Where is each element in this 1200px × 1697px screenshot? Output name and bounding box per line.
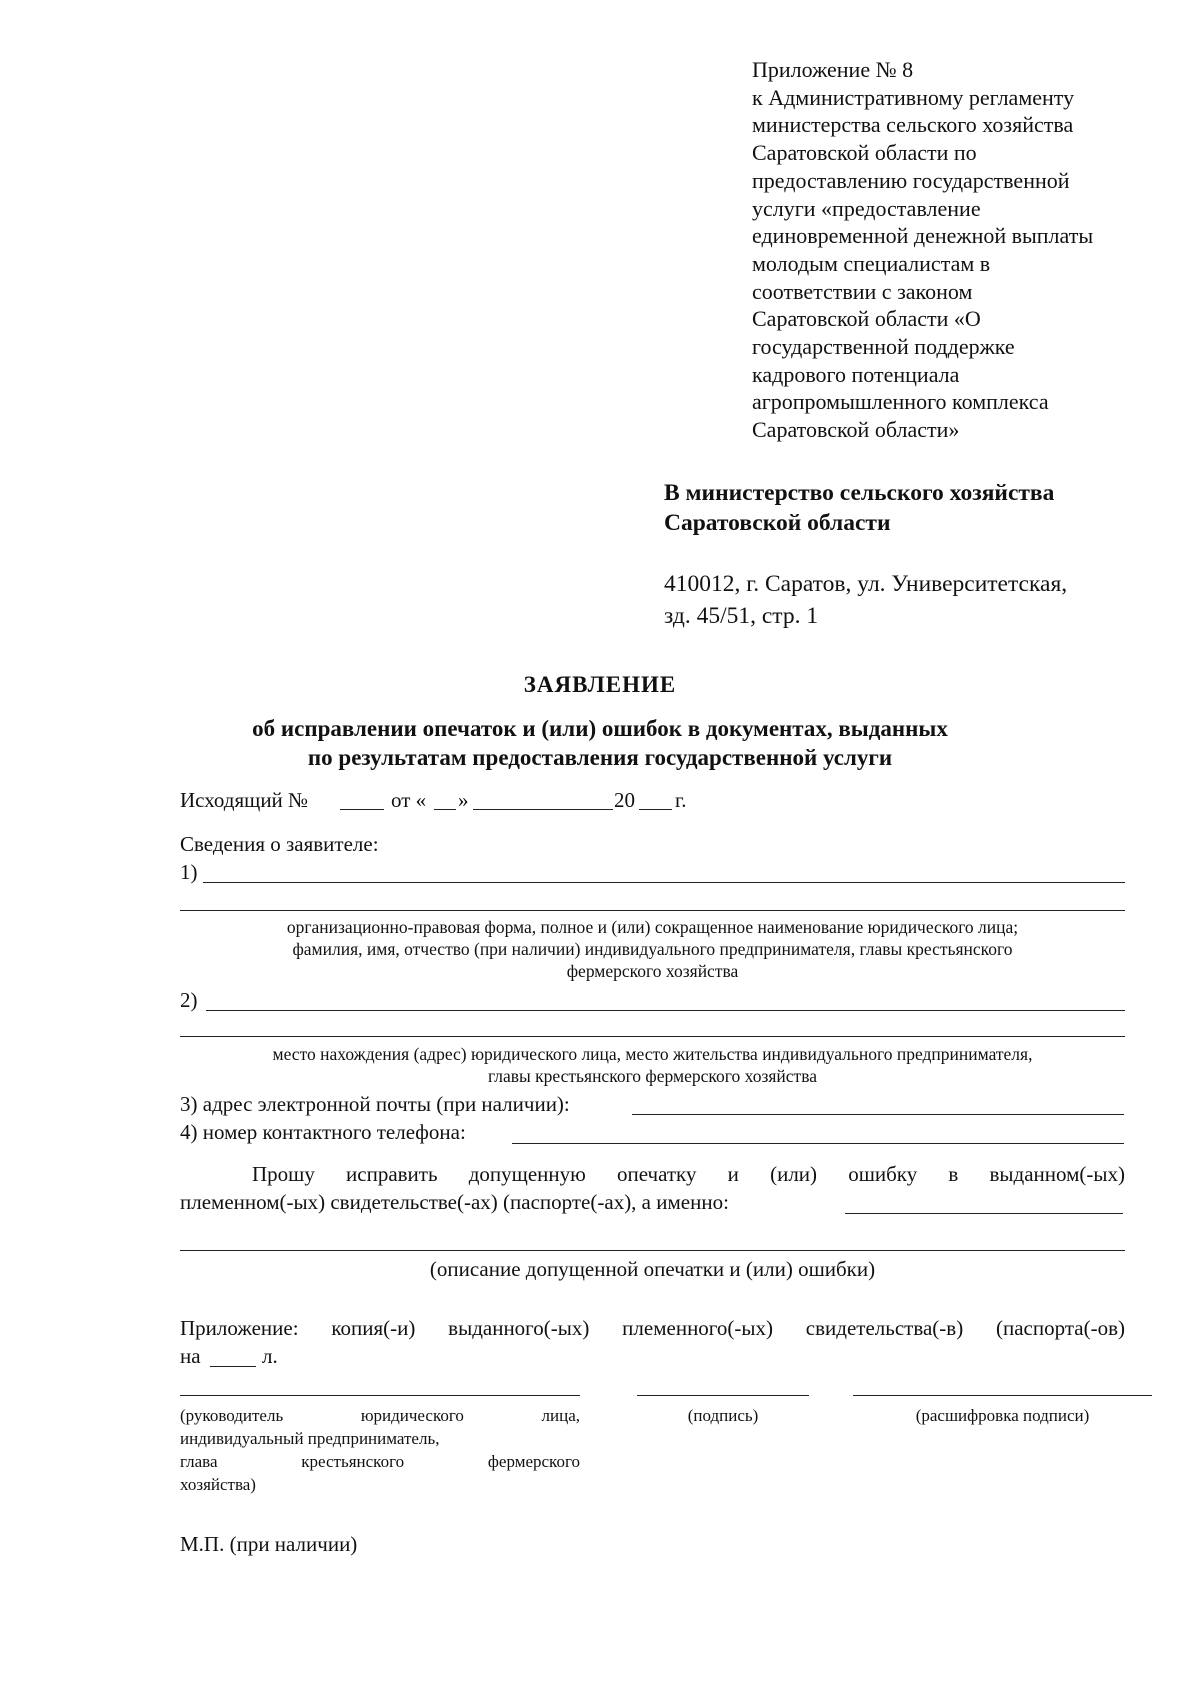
document-subtitle [0, 714, 1200, 772]
addressee-address [664, 568, 1067, 632]
appendix-line: государственной поддержке [752, 334, 1015, 360]
attachment-prefix: на [180, 1344, 201, 1368]
outgoing-day-field[interactable] [434, 809, 456, 810]
position-caption [180, 1404, 580, 1496]
attachment-suffix: л. [262, 1344, 278, 1368]
caption-line: (руководитель юридического лица, [180, 1406, 580, 1425]
appendix-line: услуги «предоставление [752, 195, 981, 221]
phone-field[interactable] [512, 1143, 1124, 1144]
stamp-note: М.П. (при наличии) [180, 1532, 358, 1556]
subtitle-line: об исправлении опечаток и (или) ошибок в документах, выданных [252, 716, 948, 741]
appendix-line: агропромышленного комплекса [752, 389, 1049, 415]
attachment-pages-field[interactable] [210, 1366, 256, 1367]
appendix-line: предоставлению государственной [752, 167, 1070, 193]
appendix-line: Приложение № 8 [752, 57, 914, 82]
appendix-line: к Административному регламенту [752, 84, 1075, 110]
addressee [664, 478, 1054, 538]
outgoing-month-field[interactable] [473, 809, 613, 810]
error-description-field[interactable] [845, 1213, 1123, 1214]
appendix-line: соответствии с законом [752, 278, 973, 304]
applicant-address-field-2[interactable] [180, 1036, 1125, 1037]
appendix-header [752, 56, 1172, 444]
attachment-text: Приложение: копия(-и) выданного(-ых) племенного(-ых) свидетельства(-в) (паспорта(-ов) [180, 1316, 1125, 1340]
email-field[interactable] [632, 1114, 1124, 1115]
applicant-address-caption [180, 1043, 1125, 1087]
signature-field[interactable] [637, 1395, 809, 1396]
outgoing-number-field[interactable] [340, 809, 384, 810]
request-text-line2: племенном(-ых) свидетельстве(-ах) (паспорте(-ах), а именно: [180, 1190, 729, 1214]
addressee-line: Саратовской области [664, 510, 891, 536]
position-field[interactable] [180, 1395, 580, 1396]
request-line: Прошу исправить допущенную опечатку и (или) ошибку в выданном(-ых) [252, 1162, 1125, 1186]
outgoing-year-prefix: 20 [614, 788, 635, 812]
outgoing-number-label: Исходящий № [180, 788, 309, 812]
subtitle-line: по результатам предоставления государственной услуги [307, 745, 893, 770]
attachment-line1 [180, 1316, 1125, 1341]
applicant-heading: Сведения о заявителе: [180, 832, 379, 856]
caption-line: организационно-правовая форма, полное и (или) сокращенное наименование юридического лица; [286, 917, 1019, 937]
appendix-line: Саратовской области по [752, 140, 977, 166]
phone-label: 4) номер контактного телефона: [180, 1120, 466, 1144]
applicant-address-field[interactable] [206, 1010, 1125, 1011]
caption-line: индивидуальный предприниматель, [180, 1429, 440, 1448]
addressee-line: В министерство сельского хозяйства [664, 480, 1055, 506]
document-title: ЗАЯВЛЕНИЕ [523, 672, 677, 697]
outgoing-year-suffix: г. [675, 788, 687, 812]
caption-line: главы крестьянского фермерского хозяйства [487, 1066, 817, 1086]
appendix-line: Саратовской области «О [752, 306, 981, 332]
outgoing-year-field[interactable] [639, 809, 672, 810]
caption-line: фамилия, имя, отчество (при наличии) индивидуального предпринимателя, главы крестьянского [292, 939, 1013, 959]
applicant-item1-number: 1) [180, 860, 198, 884]
signature-decode-caption: (расшифровка подписи) [915, 1406, 1090, 1425]
appendix-line: кадрового потенциала [752, 361, 960, 387]
caption-line: место нахождения (адрес) юридического лица, место жительства индивидуального предпринимателя, [272, 1044, 1033, 1064]
applicant-item2-number: 2) [180, 988, 198, 1012]
outgoing-quote-close: » [458, 788, 469, 812]
signature-decode-field[interactable] [853, 1395, 1152, 1396]
applicant-name-field[interactable] [203, 882, 1125, 883]
outgoing-from-label: от « [391, 788, 427, 812]
error-description-field-2[interactable] [180, 1250, 1125, 1251]
address-line: зд. 45/51, стр. 1 [664, 603, 819, 629]
caption-line: фермерского хозяйства [566, 961, 739, 981]
caption-line: глава крестьянского фермерского [180, 1452, 580, 1471]
appendix-line: молодым специалистам в [752, 250, 991, 276]
applicant-name-caption [180, 916, 1125, 982]
request-text-line1 [252, 1162, 1125, 1187]
appendix-line: единовременной денежной выплаты [752, 223, 1094, 249]
caption-line: хозяйства) [180, 1475, 256, 1494]
signature-caption: (подпись) [687, 1406, 759, 1425]
appendix-line: Саратовской области» [752, 417, 960, 443]
applicant-name-field-2[interactable] [180, 910, 1125, 911]
address-line: 410012, г. Саратов, ул. Университетская, [664, 571, 1068, 597]
appendix-line: министерства сельского хозяйства [752, 112, 1074, 138]
error-description-caption: (описание допущенной опечатки и (или) ошибки) [429, 1257, 876, 1281]
email-label: 3) адрес электронной почты (при наличии): [180, 1092, 570, 1116]
